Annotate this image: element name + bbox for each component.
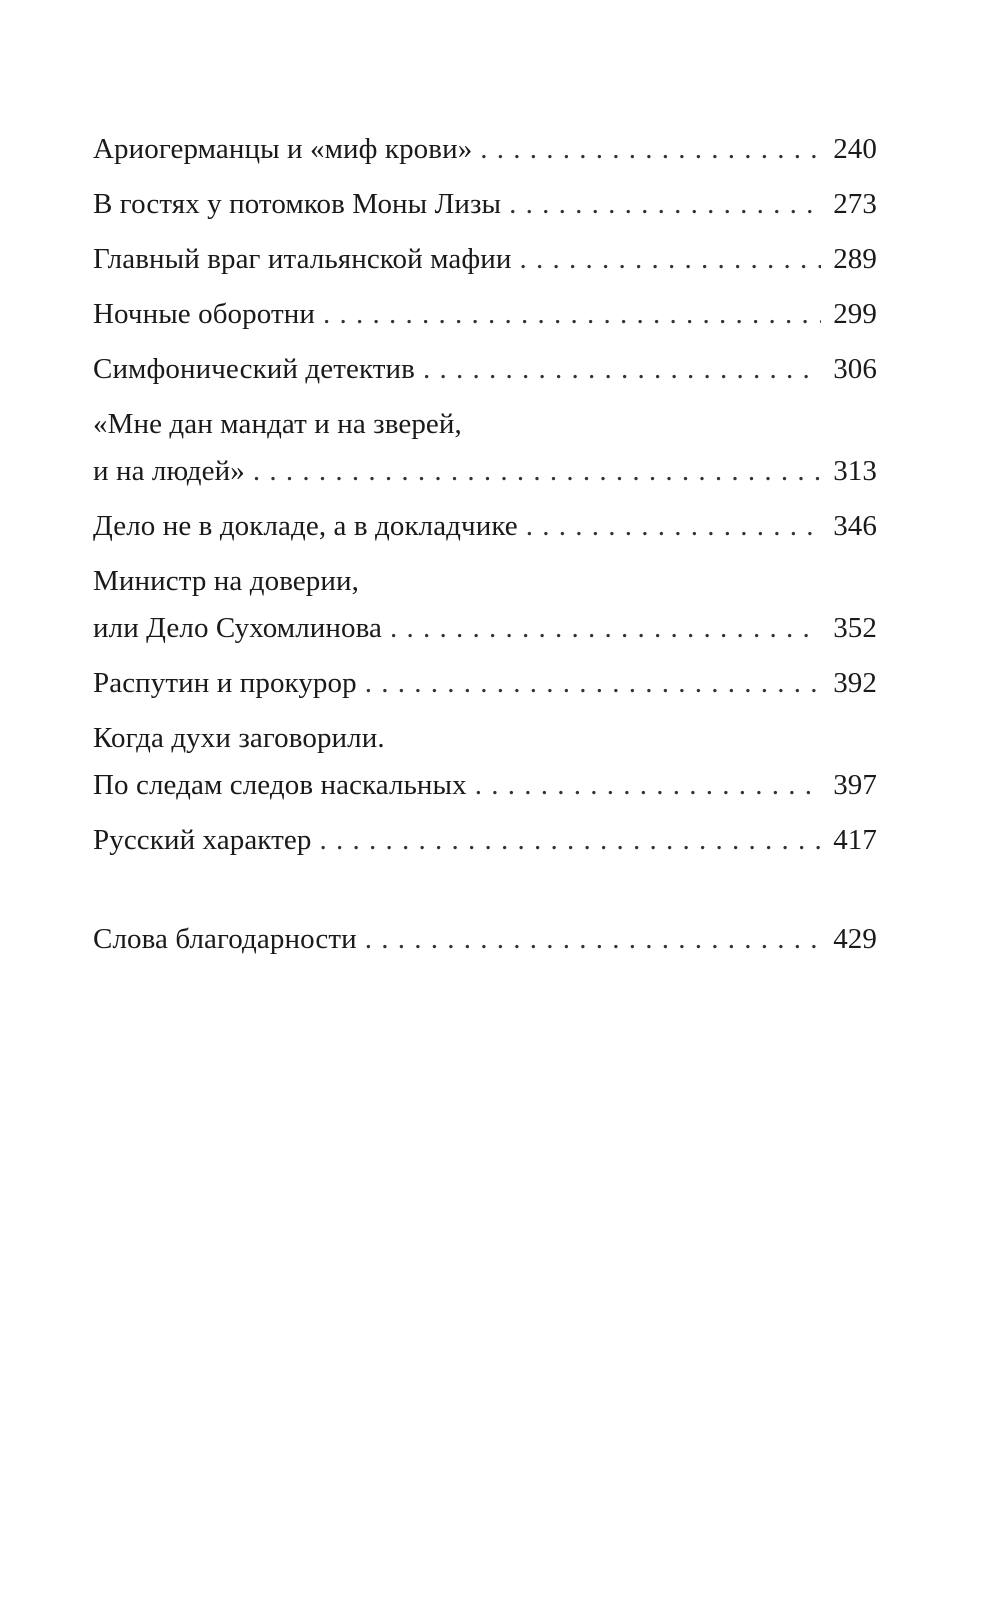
toc-line [93,715,877,762]
toc-entry-title: Ариогерманцы и «миф крови» [93,133,473,165]
toc-line [93,558,877,605]
toc-entry-title: Слова благодарности [93,923,357,955]
toc-line [93,503,877,550]
toc-page-number: 240 [833,133,877,165]
toc-page-number: 346 [833,510,877,542]
toc-page-number: 429 [833,923,877,955]
dot-leader [253,448,821,495]
toc-line [93,916,877,963]
toc-page-number: 313 [833,455,877,487]
dot-leader [365,916,821,963]
dot-leader [519,236,821,283]
toc-entry-title-first-line: Когда духи заговорили. [93,722,385,754]
toc-entry [93,715,877,809]
toc-page-number: 417 [833,824,877,856]
toc-entry-afterword [93,916,877,963]
toc-line [93,126,877,173]
table-of-contents [93,126,877,971]
toc-entry [93,181,877,228]
toc-entry [93,817,877,864]
toc-line [93,605,877,652]
dot-leader [423,346,821,393]
toc-entry [93,660,877,707]
toc-entry [93,558,877,652]
toc-page-number: 397 [833,769,877,801]
dot-leader [509,181,821,228]
toc-page-number: 273 [833,188,877,220]
toc-entry-title: В гостях у потомков Моны Лизы [93,188,502,220]
toc-line [93,346,877,393]
toc-line [93,181,877,228]
toc-entry-title: Главный враг итальянской мафии [93,243,512,275]
toc-line [93,817,877,864]
toc-entry-title: Симфонический детектив [93,353,415,385]
toc-line [93,236,877,283]
toc-entry [93,503,877,550]
toc-entry-title: и на людей» [93,455,245,487]
dot-leader [390,605,821,652]
dot-leader [323,291,821,338]
toc-line [93,762,877,809]
dot-leader [475,762,821,809]
toc-entry [93,401,877,495]
dot-leader [319,817,821,864]
toc-page-number: 352 [833,612,877,644]
toc-page-number: 289 [833,243,877,275]
dot-leader [480,126,821,173]
toc-entry [93,291,877,338]
toc-line [93,291,877,338]
toc-entry-title: Распутин и прокурор [93,667,357,699]
toc-entry-title: По следам следов наскальных [93,769,467,801]
dot-leader [365,660,821,707]
toc-entry [93,126,877,173]
toc-entry-title-first-line: Министр на доверии, [93,565,359,597]
toc-entry-title: Русский характер [93,824,312,856]
dot-leader [526,503,821,550]
toc-line [93,401,877,448]
toc-line [93,660,877,707]
toc-page-number: 392 [833,667,877,699]
toc-entry [93,236,877,283]
toc-entry [93,346,877,393]
toc-entry-title: или Дело Сухомлинова [93,612,382,644]
toc-line [93,448,877,495]
toc-page-number: 299 [833,298,877,330]
toc-entry-title: Ночные оборотни [93,298,315,330]
toc-entry-title: Дело не в докладе, а в докладчике [93,510,518,542]
toc-entry-title-first-line: «Мне дан мандат и на зверей, [93,408,462,440]
toc-page-number: 306 [833,353,877,385]
